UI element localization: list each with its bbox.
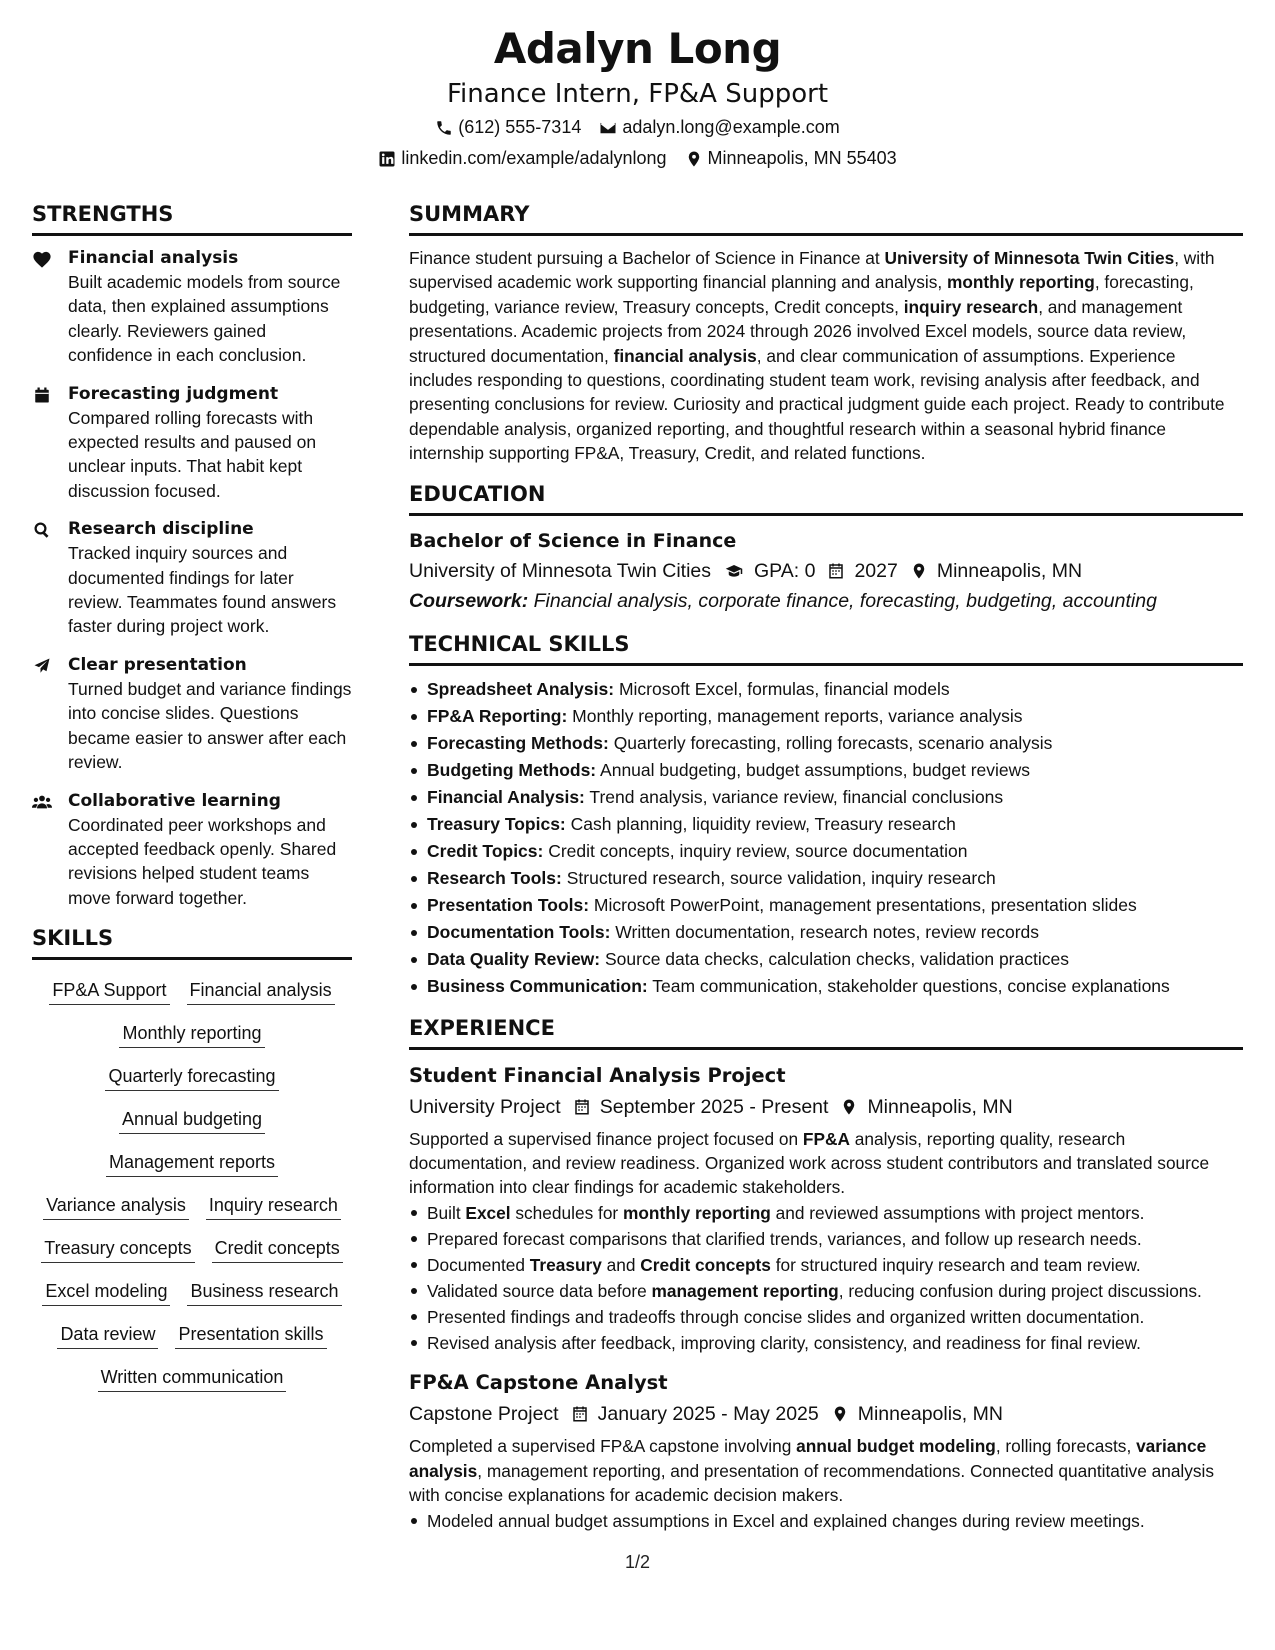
technical-skill-label: Treasury Topics: [427,813,566,834]
technical-skill-label: Documentation Tools: [427,921,611,942]
technical-skill-value: Structured research, source validation, inquiry research [561,867,996,888]
technical-skill-label: Business Communication: [427,975,648,996]
summary-bold: inquiry research [903,296,1039,317]
strength-description: Tracked inquiry sources and documented findings for later review. Teammates found answers faster during project work. [68,543,337,637]
strength-title: Research discipline [68,519,254,540]
education-degree: Bachelor of Science in Finance [409,529,737,552]
skill-tag: Excel modeling [42,1277,170,1306]
strength-description: Built academic models from source data, then explained assumptions clearly. Reviewers gained confidence in each conclusion. [68,272,341,366]
job-bullet [409,1305,1243,1329]
coursework-line [409,586,1243,616]
summary-text: , forecasting, budgeting, variance review, Treasury concepts, Credit concepts, [409,272,1194,317]
map-pin-icon [831,1405,849,1423]
job-bullet-text: schedules for [510,1203,623,1224]
job-description-text: analysis, reporting quality, research documentation, and review readiness. Organized work across student contributors and translated source information into clear findings for academic stakeholders. [409,1128,1210,1198]
job-bullet [409,1331,1243,1355]
job-bullet-text: , reducing confusion during project discussions. [838,1281,1202,1302]
job-title: Student Financial Analysis Project [409,1063,786,1087]
linkedin-contact[interactable] [378,143,666,174]
strength-item [32,653,352,775]
school-location: Minneapolis, MN [936,559,1083,582]
technical-skill-label: Presentation Tools: [427,894,590,915]
job-bullet-bold: monthly reporting [622,1203,771,1224]
job-description-text: Supported a supervised finance project focused on [409,1128,803,1149]
technical-skill-item [409,676,1243,703]
strength-item [32,789,352,911]
technical-skill-label: Budgeting Methods: [427,759,597,780]
technical-skill-item [409,703,1243,730]
summary-text: , and management presentations. Academic projects from 2024 through 2026 involved Excel models, source data review, structured documentation, [409,296,1187,366]
job-dates-text: January 2025 - May 2025 [597,1403,819,1426]
graduation-cap-icon [723,562,745,580]
phone-icon [435,119,453,137]
skill-tag: Financial analysis [187,976,335,1005]
skill-tag: Data review [57,1320,158,1349]
job-meta [409,1092,1243,1122]
education-gpa [723,556,815,586]
skill-tag: Quarterly forecasting [105,1062,278,1091]
technical-skill-value: Microsoft Excel, formulas, financial models [614,678,950,699]
technical-skills-heading: TECHNICAL SKILLS [409,630,1243,666]
summary-text: , with supervised academic work supporting financial planning and analysis, [409,248,1215,293]
strength-title: Collaborative learning [68,790,281,811]
skill-tag: Variance analysis [43,1191,189,1220]
technical-skill-value: Source data checks, calculation checks, validation practices [600,948,1069,969]
technical-skill-item [409,973,1243,1000]
job-bullet [409,1509,1243,1533]
technical-skill-item [409,919,1243,946]
technical-skill-item [409,730,1243,757]
technical-skill-label: Financial Analysis: [427,786,585,807]
skills-heading: SKILLS [32,924,352,960]
job-bullet-text: Documented [427,1255,530,1276]
job-bullet-text: Presented findings and tradeoffs through concise slides and organized written documentation. [427,1307,1145,1327]
technical-skill-value: Written documentation, research notes, review records [610,921,1040,942]
map-pin-icon [910,562,928,580]
technical-skill-label: Research Tools: [427,867,562,888]
phone-number: (612) 555-7314 [458,117,582,137]
job-description-bold: annual budget modeling [796,1436,996,1457]
skill-tag: Written communication [98,1363,287,1392]
summary-text [409,246,1243,466]
technical-skill-value: Quarterly forecasting, rolling forecasts, scenario analysis [608,732,1053,753]
job-bullet-text: and reviewed assumptions with project mentors. [770,1203,1145,1224]
job-bullet-text: Revised analysis after feedback, improving clarity, consistency, and readiness for final review. [427,1332,1141,1353]
skills-list [32,970,352,1392]
strength-description: Coordinated peer workshops and accepted feedback openly. Shared revisions helped student teams move forward together. [68,814,337,908]
school-name: University of Minnesota Twin Cities [409,559,712,582]
strength-item [32,517,352,639]
job-bullet-bold: management reporting [651,1281,839,1302]
strength-description: Compared rolling forecasts with expected results and paused on unclear inputs. That habit kept discussion focused. [68,407,317,501]
job-description-bold: variance analysis [409,1436,1207,1481]
right-column [409,200,1243,1545]
contact-line-1 [0,112,1275,143]
technical-skill-value: Cash planning, liquidity review, Treasury research [565,813,956,834]
skill-tag: FP&A Support [49,976,169,1005]
search-icon [32,517,54,639]
strength-item [32,382,352,504]
strengths-heading: STRENGTHS [32,200,352,236]
strength-item [32,246,352,368]
technical-skill-value: Microsoft PowerPoint, management presentations, presentation slides [589,894,1137,915]
email-contact[interactable] [599,112,839,143]
paper-plane-icon [32,653,54,775]
technical-skill-item [409,757,1243,784]
experience-heading: EXPERIENCE [409,1014,1243,1050]
education-meta [409,556,1243,586]
technical-skill-item [409,946,1243,973]
education-heading: EDUCATION [409,480,1243,516]
graduation-year: 2027 [854,559,898,582]
technical-skill-item [409,892,1243,919]
skill-tag: Treasury concepts [41,1234,194,1263]
coursework-text: Financial analysis, corporate finance, forecasting, budgeting, accounting [533,589,1157,612]
coursework-label: Coursework: [409,589,529,612]
technical-skill-label: Data Quality Review: [427,948,601,969]
job-bullet [409,1253,1243,1277]
job-dates [571,1399,819,1429]
job-dates-text: September 2025 - Present [599,1095,829,1118]
candidate-name: Adalyn Long [493,24,782,73]
strength-title: Clear presentation [68,654,247,675]
summary-text: , and clear communication of assumptions. Experience includes responding to questions, coordinating student team work, revising analysis after feedback, and presenting conclusions for review. Curiosity and practical judgment guide each project. Ready to contribute dependable analysis, organized reporting, and thoughtful research within a seasonal hybrid finance internship supporting FP&A, Treasury, Credit, and related functions. [409,345,1225,464]
technical-skill-item [409,784,1243,811]
technical-skill-value: Team communication, stakeholder questions, concise explanations [647,975,1170,996]
calendar-icon [827,562,845,580]
resume-header [0,22,1275,174]
map-pin-icon [685,150,703,168]
job-bullet [409,1227,1243,1251]
summary-heading: SUMMARY [409,200,1243,236]
job-description-text: Completed a supervised FP&A capstone involving [409,1436,797,1457]
technical-skill-label: Credit Topics: [427,840,544,861]
strength-body [68,246,352,368]
job-title: FP&A Capstone Analyst [409,1371,668,1395]
job-organization: Capstone Project [409,1403,559,1426]
location-text: Minneapolis, MN 55403 [707,148,897,168]
envelope-icon [599,119,617,137]
job-bullet-bold: Treasury [529,1255,602,1276]
strengths-list [32,246,352,910]
job-dates [573,1092,829,1122]
skill-tag: Presentation skills [175,1320,326,1349]
experience-list [409,1060,1243,1534]
users-icon [32,789,54,911]
technical-skill-item [409,838,1243,865]
job-location [831,1399,1003,1429]
job-location-text: Minneapolis, MN [867,1095,1013,1118]
job-bullet-text: Validated source data before [427,1281,652,1302]
contact-line-2 [0,143,1275,174]
skill-tag: Annual budgeting [119,1105,265,1134]
skill-tag: Credit concepts [212,1234,343,1263]
technical-skill-value: Credit concepts, inquiry review, source documentation [543,840,968,861]
technical-skill-value: Annual budgeting, budget assumptions, budget reviews [596,759,1031,780]
summary-bold: University of Minnesota Twin Cities [884,248,1175,268]
technical-skill-item [409,865,1243,892]
location-contact [685,143,897,174]
job-description-text: , rolling forecasts, [995,1436,1137,1457]
gpa-text: GPA: 0 [754,559,816,582]
linkedin-url: linkedin.com/example/adalynlong [401,148,667,168]
summary-bold: financial analysis [613,345,757,366]
technical-skills-list [409,676,1243,1000]
education-school [409,556,711,586]
summary-text: Finance student pursuing a Bachelor of Science in Finance at [409,248,885,268]
strength-body [68,517,352,639]
candidate-title: Finance Intern, FP&A Support [446,79,829,109]
job-bullet-text: Built [427,1203,466,1224]
skill-tag: Management reports [106,1148,278,1177]
job-organization: University Project [409,1095,561,1118]
strength-title: Forecasting judgment [68,383,279,404]
linkedin-icon [378,150,396,168]
technical-skill-label: FP&A Reporting: [427,705,568,726]
phone-contact[interactable] [435,112,581,143]
job-meta [409,1399,1243,1429]
skill-tag: Monthly reporting [119,1019,264,1048]
strength-body [68,382,352,504]
job-bullet-text: Prepared forecast comparisons that clarified trends, variances, and follow up research needs. [427,1229,1142,1250]
job-description [409,1127,1243,1200]
job-location [840,1092,1012,1122]
summary-bold: monthly reporting [946,272,1095,293]
job-bullet-bold: Credit concepts [640,1255,771,1276]
heart-icon [32,246,54,368]
job-bullet-text: and [601,1255,641,1276]
job-bullet-bold: Excel [465,1203,511,1224]
experience-entry [409,1367,1243,1533]
strength-description: Turned budget and variance findings into concise slides. Questions became easier to answer after each review. [68,678,352,773]
page-number: 1/2 [624,1552,651,1572]
job-bullet-text: Modeled annual budget assumptions in Excel and explained changes during review meetings. [427,1511,1145,1532]
strength-body [68,789,352,911]
skill-tag: Inquiry research [206,1191,341,1220]
job-bullets [409,1201,1243,1355]
job-location-text: Minneapolis, MN [857,1403,1003,1426]
job-bullet [409,1279,1243,1303]
job-description [409,1434,1243,1507]
calendar-icon [32,382,54,504]
skill-tag: Business research [187,1277,341,1306]
email-address: adalyn.long@example.com [622,117,840,137]
strength-title: Financial analysis [68,248,239,268]
job-bullet [409,1201,1243,1225]
map-pin-icon [840,1098,858,1116]
calendar-icon [571,1405,589,1423]
job-description-text: , management reporting, and presentation of recommendations. Connected quantitative analysis with concise explanations for academic decision makers. [409,1460,1215,1506]
education-year [827,556,897,586]
education-location [910,556,1082,586]
technical-skill-value: Trend analysis, variance review, financial conclusions [584,786,1004,807]
technical-skill-label: Forecasting Methods: [427,732,609,753]
job-bullets [409,1509,1243,1533]
left-column [32,200,352,1392]
calendar-icon [573,1098,591,1116]
job-description-bold: FP&A [802,1128,850,1149]
job-bullet-text: for structured inquiry research and team review. [770,1255,1141,1276]
technical-skill-value: Monthly reporting, management reports, variance analysis [567,705,1023,726]
experience-entry [409,1060,1243,1356]
technical-skill-item [409,811,1243,838]
technical-skill-label: Spreadsheet Analysis: [427,678,615,699]
strength-body [68,653,352,775]
